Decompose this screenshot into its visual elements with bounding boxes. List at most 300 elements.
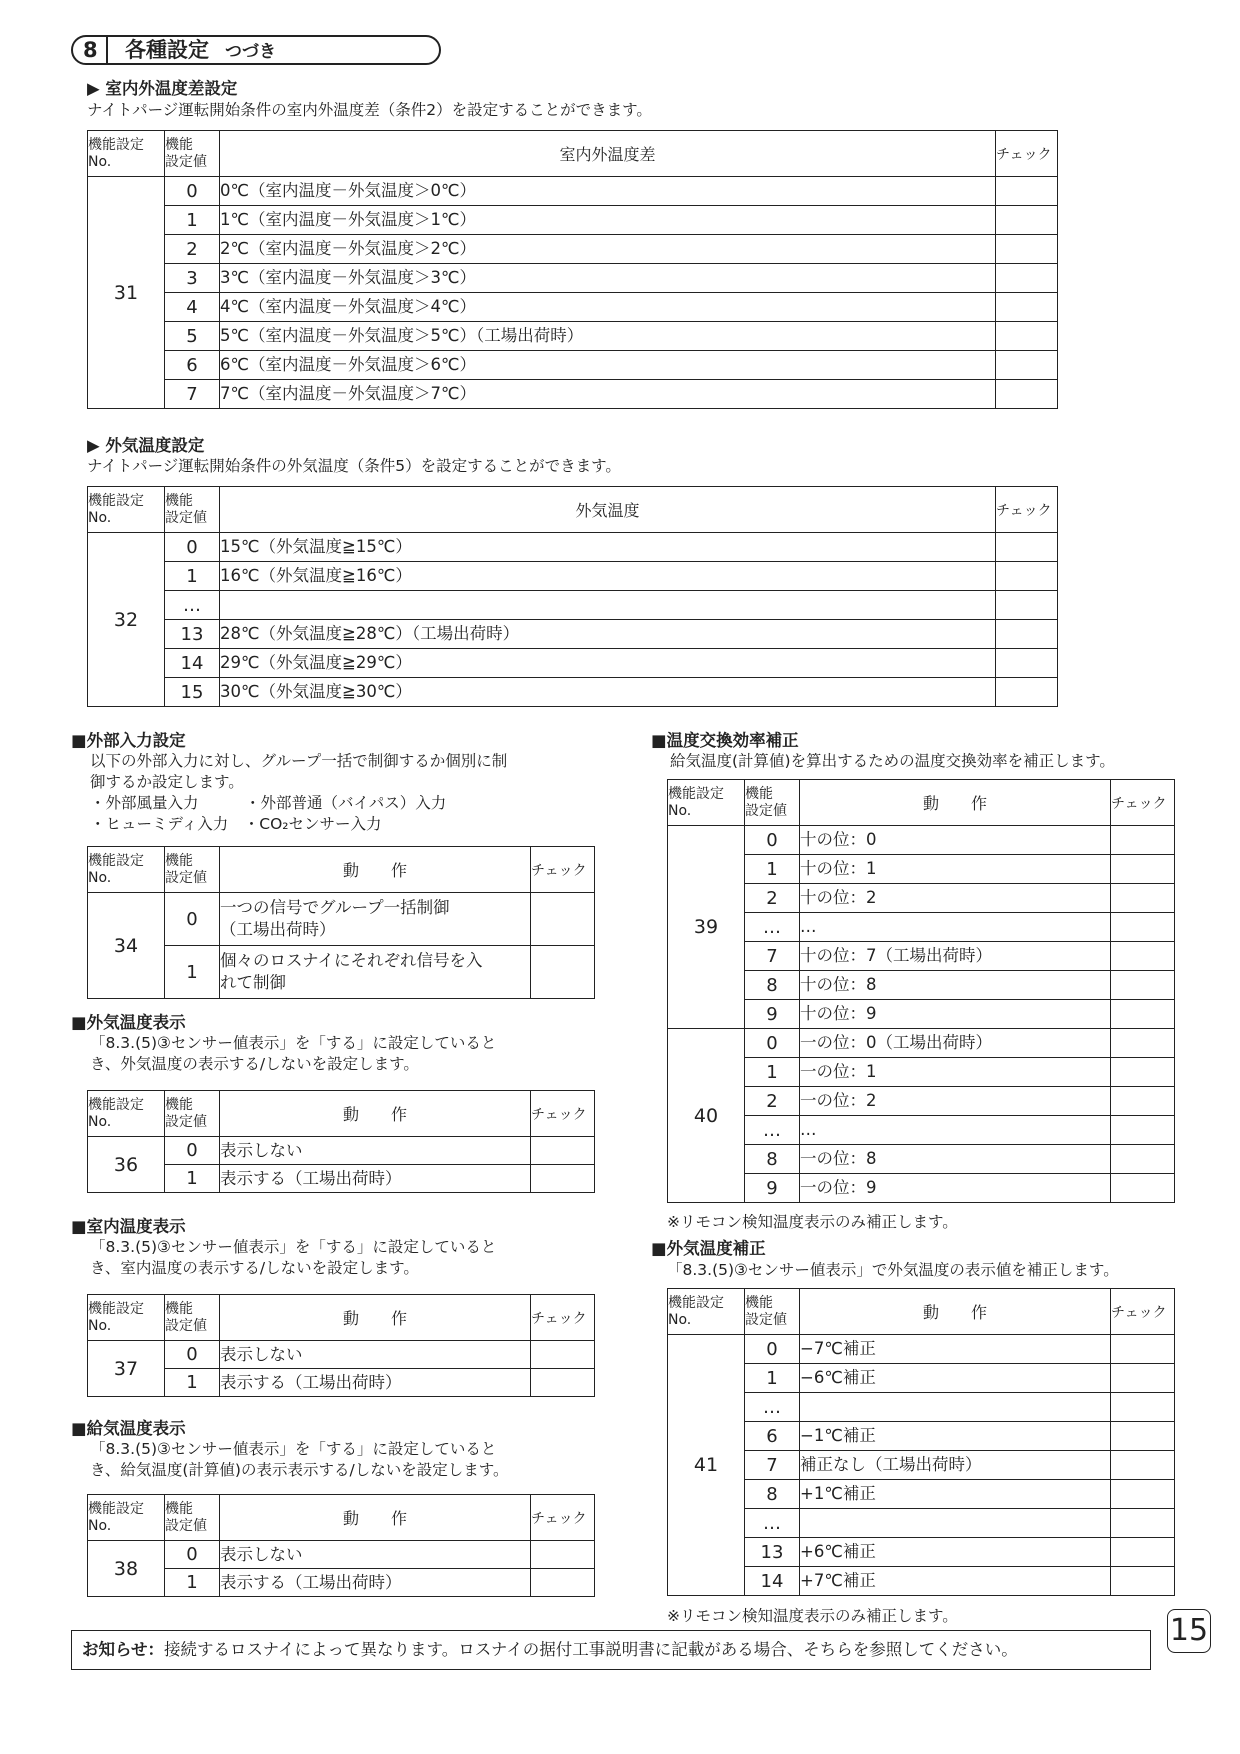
setting-value: 0 xyxy=(745,1335,800,1364)
check-cell[interactable] xyxy=(996,620,1058,649)
table-row xyxy=(88,1137,595,1165)
setting-value: 9 xyxy=(745,1174,800,1203)
check-cell[interactable] xyxy=(531,1569,595,1597)
setting-desc: +6℃補正 xyxy=(800,1538,1111,1567)
col-action-header: 動 作 xyxy=(800,780,1111,826)
col-val-l2: 設定値 xyxy=(165,869,207,886)
table-row xyxy=(88,1341,595,1369)
setting-desc: 16℃（外気温度≧16℃） xyxy=(220,562,996,591)
sec3940-title: ■温度交換効率補正 xyxy=(651,731,799,750)
section-header xyxy=(71,35,441,65)
col-val-l1: 機能 xyxy=(165,1500,193,1517)
table-row xyxy=(88,177,1058,206)
table-row xyxy=(668,855,1175,884)
table-row xyxy=(668,1480,1175,1509)
check-cell[interactable] xyxy=(531,1369,595,1397)
check-cell[interactable] xyxy=(1111,1538,1175,1567)
col-val-header xyxy=(165,1495,220,1541)
function-no: 41 xyxy=(668,1335,745,1596)
table-row xyxy=(88,1569,595,1597)
setting-value: 1 xyxy=(165,1165,220,1193)
table-row xyxy=(668,1538,1175,1567)
col-val-header xyxy=(745,780,800,826)
setting-desc: +7℃補正 xyxy=(800,1567,1111,1596)
col-no-header xyxy=(88,1495,165,1541)
col-no-l2: No. xyxy=(668,802,692,819)
table-41 xyxy=(667,1288,1175,1596)
setting-value: 0 xyxy=(165,533,220,562)
check-cell[interactable] xyxy=(1111,1335,1175,1364)
setting-desc: 一の位：2 xyxy=(800,1087,1111,1116)
table-row xyxy=(88,322,1058,351)
col-val-l1: 機能 xyxy=(165,136,193,153)
setting-value: 9 xyxy=(745,1000,800,1029)
setting-value: 0 xyxy=(745,1029,800,1058)
setting-desc xyxy=(800,1509,1111,1538)
setting-desc: −1℃補正 xyxy=(800,1422,1111,1451)
table-header-row xyxy=(668,780,1175,826)
sec37-desc xyxy=(90,1237,496,1279)
col-check-header: チェック xyxy=(531,1495,595,1541)
check-cell[interactable] xyxy=(996,351,1058,380)
col-action-header: 動 作 xyxy=(220,847,531,893)
sec31-title: ▶ 室内外温度差設定 xyxy=(87,79,238,98)
col-no-l1: 機能設定 xyxy=(668,785,724,802)
col-main-header: 室内外温度差 xyxy=(220,131,996,177)
setting-value: 8 xyxy=(745,1145,800,1174)
col-no-l2: No. xyxy=(88,153,112,170)
setting-desc: 2℃（室内温度－外気温度＞2℃） xyxy=(220,235,996,264)
setting-desc-l1: 個々のロスナイにそれぞれ信号を入 xyxy=(220,951,483,970)
check-cell[interactable] xyxy=(531,893,595,946)
col-val-l1: 機能 xyxy=(165,492,193,509)
setting-value: 14 xyxy=(165,649,220,678)
col-no-l1: 機能設定 xyxy=(668,1294,724,1311)
col-val-l1: 機能 xyxy=(165,852,193,869)
sec37-desc-line: き、室内温度の表示する/しないを設定します。 xyxy=(90,1259,419,1277)
table-header-row xyxy=(88,847,595,893)
setting-value: 8 xyxy=(745,1480,800,1509)
check-cell[interactable] xyxy=(531,1341,595,1369)
notice-label: お知らせ： xyxy=(82,1640,165,1659)
setting-value: … xyxy=(745,1393,800,1422)
table-row xyxy=(88,533,1058,562)
table-row xyxy=(88,591,1058,620)
sec36-title: ■外気温度表示 xyxy=(71,1013,186,1032)
setting-desc: 29℃（外気温度≧29℃） xyxy=(220,649,996,678)
setting-value: 1 xyxy=(165,946,220,999)
table-row xyxy=(668,1364,1175,1393)
sec37-desc-line: 「8.3.(5)③センサー値表示」を「する」に設定していると xyxy=(90,1238,497,1256)
check-cell[interactable] xyxy=(996,533,1058,562)
check-cell[interactable] xyxy=(1111,1174,1175,1203)
setting-desc: 十の位：1 xyxy=(800,855,1111,884)
col-val-l2: 設定値 xyxy=(745,1311,787,1328)
setting-desc: 十の位：9 xyxy=(800,1000,1111,1029)
check-cell[interactable] xyxy=(531,1137,595,1165)
table-37 xyxy=(87,1294,595,1397)
sec34-desc xyxy=(90,751,507,835)
sec38-desc-line: 「8.3.(5)③センサー値表示」を「する」に設定していると xyxy=(90,1440,497,1458)
col-no-l2: No. xyxy=(88,1113,112,1130)
table-row xyxy=(88,649,1058,678)
check-cell[interactable] xyxy=(1111,1000,1175,1029)
sec41-title: ■外気温度補正 xyxy=(651,1239,766,1258)
table-row xyxy=(88,351,1058,380)
col-val-l1: 機能 xyxy=(745,785,773,802)
sec32-title: ▶ 外気温度設定 xyxy=(87,436,205,455)
sec41-desc-line: 「8.3.(5)③センサー値表示」で外気温度の表示値を補正します。 xyxy=(667,1261,1119,1279)
table-row xyxy=(668,1451,1175,1480)
setting-value: 7 xyxy=(745,942,800,971)
table-header-row xyxy=(668,1289,1175,1335)
col-val-l2: 設定値 xyxy=(745,802,787,819)
table-row xyxy=(88,946,595,999)
table-row xyxy=(668,1509,1175,1538)
col-check-header: チェック xyxy=(531,1295,595,1341)
function-no: 37 xyxy=(88,1341,165,1397)
table-row xyxy=(668,1335,1175,1364)
setting-desc-l2: れて制御 xyxy=(220,973,286,992)
check-cell[interactable] xyxy=(996,678,1058,707)
function-no: 36 xyxy=(88,1137,165,1193)
setting-desc: 十の位：8 xyxy=(800,971,1111,1000)
sec31-desc-line: ナイトパージ運転開始条件の室内外温度差（条件2）を設定することができます。 xyxy=(87,101,652,119)
table-header-row xyxy=(88,1091,595,1137)
col-no-l1: 機能設定 xyxy=(88,1300,144,1317)
setting-value: 1 xyxy=(165,1369,220,1397)
col-val-l2: 設定値 xyxy=(165,1317,207,1334)
sec38-desc-line: き、給気温度(計算値)の表示表示する/しないを設定します。 xyxy=(90,1461,509,1479)
table-row xyxy=(668,1145,1175,1174)
table-row xyxy=(668,1087,1175,1116)
sec3940-note: ※リモコン検知温度表示のみ補正します。 xyxy=(667,1213,958,1231)
sec34-desc-line: ・外部風量入力 ・外部普通（バイパス）入力 xyxy=(90,794,447,812)
table-row xyxy=(668,1000,1175,1029)
check-cell[interactable] xyxy=(996,380,1058,409)
table-31 xyxy=(87,130,1058,409)
page-number: 15 xyxy=(1167,1609,1211,1653)
setting-desc xyxy=(220,946,531,999)
check-cell[interactable] xyxy=(996,649,1058,678)
setting-value: … xyxy=(745,1509,800,1538)
setting-desc: 15℃（外気温度≧15℃） xyxy=(220,533,996,562)
notice-text: 接続するロスナイによって異なります。ロスナイの据付工事説明書に記載がある場合、そちらを参照してください。 xyxy=(164,1640,1018,1659)
setting-value: 0 xyxy=(165,893,220,946)
check-cell[interactable] xyxy=(1111,1422,1175,1451)
col-val-l1: 機能 xyxy=(745,1294,773,1311)
setting-value: 8 xyxy=(745,971,800,1000)
sec36-desc-line: き、外気温度の表示する/しないを設定します。 xyxy=(90,1055,419,1073)
function-no: 40 xyxy=(668,1029,745,1203)
col-val-l2: 設定値 xyxy=(165,153,207,170)
check-cell[interactable] xyxy=(1111,971,1175,1000)
setting-desc: −7℃補正 xyxy=(800,1335,1111,1364)
setting-desc: 4℃（室内温度－外気温度＞4℃） xyxy=(220,293,996,322)
sec34-desc-line: 御するか設定します。 xyxy=(90,773,244,791)
setting-desc: 一の位：9 xyxy=(800,1174,1111,1203)
col-no-header xyxy=(668,1289,745,1335)
col-val-header xyxy=(165,1091,220,1137)
col-check-header: チェック xyxy=(1111,780,1175,826)
table-row xyxy=(88,1541,595,1569)
sec34-desc-line: 以下の外部入力に対し、グループ一括で制御するか個別に制 xyxy=(90,752,508,770)
col-val-header xyxy=(165,131,220,177)
col-val-header xyxy=(745,1289,800,1335)
setting-desc-l2: （工場出荷時） xyxy=(220,920,336,939)
table-38 xyxy=(87,1494,595,1597)
function-no: 39 xyxy=(668,826,745,1029)
setting-desc: 表示しない xyxy=(220,1541,531,1569)
function-no: 34 xyxy=(88,893,165,999)
setting-desc xyxy=(220,591,996,620)
setting-value: 2 xyxy=(165,235,220,264)
section-subtitle: つづき xyxy=(225,42,276,62)
setting-value: 4 xyxy=(165,293,220,322)
table-header-row xyxy=(88,1295,595,1341)
setting-desc: 30℃（外気温度≧30℃） xyxy=(220,678,996,707)
setting-desc xyxy=(220,893,531,946)
function-no: 38 xyxy=(88,1541,165,1597)
table-row xyxy=(88,893,595,946)
setting-desc: −6℃補正 xyxy=(800,1364,1111,1393)
setting-value: 1 xyxy=(165,206,220,235)
setting-value: 7 xyxy=(165,380,220,409)
col-action-header: 動 作 xyxy=(220,1091,531,1137)
setting-value: 13 xyxy=(745,1538,800,1567)
check-cell[interactable] xyxy=(1111,1567,1175,1596)
table-row xyxy=(668,1393,1175,1422)
setting-desc: 28℃（外気温度≧28℃）（工場出荷時） xyxy=(220,620,996,649)
col-no-l2: No. xyxy=(88,509,112,526)
table-row xyxy=(668,1174,1175,1203)
setting-desc: 1℃（室内温度－外気温度＞1℃） xyxy=(220,206,996,235)
setting-value: … xyxy=(165,591,220,620)
setting-desc: 表示する（工場出荷時） xyxy=(220,1165,531,1193)
setting-value: 0 xyxy=(165,1341,220,1369)
notice-box xyxy=(71,1630,1151,1670)
table-header-row xyxy=(88,487,1058,533)
table-row xyxy=(668,913,1175,942)
col-action-header: 動 作 xyxy=(800,1289,1111,1335)
col-val-l2: 設定値 xyxy=(165,509,207,526)
section-title-text: 各種設定 xyxy=(125,38,209,62)
table-row xyxy=(668,971,1175,1000)
setting-value: 1 xyxy=(745,855,800,884)
setting-value: 2 xyxy=(745,1087,800,1116)
table-34 xyxy=(87,846,595,999)
setting-desc-l1: 一つの信号でグループ一括制御 xyxy=(220,898,450,917)
table-32 xyxy=(87,486,1058,707)
check-cell[interactable] xyxy=(996,235,1058,264)
sec36-desc-line: 「8.3.(5)③センサー値表示」を「する」に設定していると xyxy=(90,1034,497,1052)
check-cell[interactable] xyxy=(1111,1145,1175,1174)
col-main-header: 外気温度 xyxy=(220,487,996,533)
check-cell[interactable] xyxy=(996,591,1058,620)
setting-value: 0 xyxy=(165,177,220,206)
check-cell[interactable] xyxy=(996,562,1058,591)
setting-desc: 5℃（室内温度－外気温度＞5℃）（工場出荷時） xyxy=(220,322,996,351)
col-val-header xyxy=(165,847,220,893)
function-no: 32 xyxy=(88,533,165,707)
function-no: 31 xyxy=(88,177,165,409)
setting-desc: +1℃補正 xyxy=(800,1480,1111,1509)
sec31-desc xyxy=(87,100,652,121)
setting-desc: 表示する（工場出荷時） xyxy=(220,1369,531,1397)
setting-value: 1 xyxy=(165,562,220,591)
table-row xyxy=(88,235,1058,264)
check-cell[interactable] xyxy=(1111,1509,1175,1538)
table-row xyxy=(88,206,1058,235)
check-cell[interactable] xyxy=(1111,1029,1175,1058)
setting-value: 2 xyxy=(745,884,800,913)
setting-value: 5 xyxy=(165,322,220,351)
section-number: 8 xyxy=(83,37,108,63)
setting-desc: 表示しない xyxy=(220,1137,531,1165)
check-cell[interactable] xyxy=(1111,1393,1175,1422)
col-no-l1: 機能設定 xyxy=(88,852,144,869)
check-cell[interactable] xyxy=(1111,855,1175,884)
table-row xyxy=(668,884,1175,913)
col-no-l1: 機能設定 xyxy=(88,1500,144,1517)
check-cell[interactable] xyxy=(1111,913,1175,942)
setting-value: 1 xyxy=(165,1569,220,1597)
col-val-header xyxy=(165,1295,220,1341)
table-row xyxy=(88,678,1058,707)
check-cell[interactable] xyxy=(1111,884,1175,913)
check-cell[interactable] xyxy=(1111,1480,1175,1509)
check-cell[interactable] xyxy=(1111,1116,1175,1145)
setting-value: 6 xyxy=(165,351,220,380)
check-cell[interactable] xyxy=(996,206,1058,235)
check-cell[interactable] xyxy=(1111,942,1175,971)
table-row xyxy=(668,826,1175,855)
setting-value: 0 xyxy=(165,1541,220,1569)
col-action-header: 動 作 xyxy=(220,1495,531,1541)
setting-desc: 表示しない xyxy=(220,1341,531,1369)
setting-value: 13 xyxy=(165,620,220,649)
col-val-l2: 設定値 xyxy=(165,1113,207,1130)
col-no-l1: 機能設定 xyxy=(88,492,144,509)
col-no-l2: No. xyxy=(88,1517,112,1534)
table-36 xyxy=(87,1090,595,1193)
check-cell[interactable] xyxy=(531,1541,595,1569)
col-val-l1: 機能 xyxy=(165,1096,193,1113)
setting-desc: 十の位：2 xyxy=(800,884,1111,913)
table-row xyxy=(668,1422,1175,1451)
check-cell[interactable] xyxy=(1111,826,1175,855)
setting-desc: 7℃（室内温度－外気温度＞7℃） xyxy=(220,380,996,409)
setting-desc: 一の位：0（工場出荷時） xyxy=(800,1029,1111,1058)
setting-desc: 0℃（室内温度－外気温度＞0℃） xyxy=(220,177,996,206)
table-row xyxy=(88,1369,595,1397)
sec34-desc-line: ・ヒューミディ入力 ・CO₂センサー入力 xyxy=(90,815,382,833)
setting-desc: 6℃（室内温度－外気温度＞6℃） xyxy=(220,351,996,380)
check-cell[interactable] xyxy=(531,946,595,999)
table-row xyxy=(88,562,1058,591)
setting-desc xyxy=(800,1393,1111,1422)
check-cell[interactable] xyxy=(996,322,1058,351)
sec38-title: ■給気温度表示 xyxy=(71,1419,186,1438)
col-no-l2: No. xyxy=(668,1311,692,1328)
col-action-header: 動 作 xyxy=(220,1295,531,1341)
table-row xyxy=(668,1029,1175,1058)
col-check-header: チェック xyxy=(531,847,595,893)
sec37-title: ■室内温度表示 xyxy=(71,1217,186,1236)
section-title xyxy=(125,37,276,63)
col-val-l1: 機能 xyxy=(165,1300,193,1317)
col-check-header: チェック xyxy=(531,1091,595,1137)
sec41-note: ※リモコン検知温度表示のみ補正します。 xyxy=(667,1607,958,1625)
check-cell[interactable] xyxy=(1111,1451,1175,1480)
col-no-header xyxy=(88,1091,165,1137)
sec3940-desc-line: 給気温度(計算値)を算出するための温度交換効率を補正します。 xyxy=(670,752,1115,770)
table-row xyxy=(88,380,1058,409)
check-cell[interactable] xyxy=(996,264,1058,293)
sec32-desc xyxy=(87,456,621,477)
col-no-l2: No. xyxy=(88,1317,112,1334)
setting-value: 6 xyxy=(745,1422,800,1451)
col-check-header: チェック xyxy=(996,131,1058,177)
table-row xyxy=(88,1165,595,1193)
setting-desc: 表示する（工場出荷時） xyxy=(220,1569,531,1597)
col-no-l1: 機能設定 xyxy=(88,136,144,153)
table-row xyxy=(668,1058,1175,1087)
sec38-desc xyxy=(90,1439,508,1481)
col-no-l2: No. xyxy=(88,869,112,886)
table-row xyxy=(88,620,1058,649)
col-no-header xyxy=(88,131,165,177)
setting-desc: 補正なし（工場出荷時） xyxy=(800,1451,1111,1480)
col-val-header xyxy=(165,487,220,533)
setting-desc: … xyxy=(800,913,1111,942)
table-row xyxy=(88,264,1058,293)
table-row xyxy=(668,1567,1175,1596)
setting-value: 1 xyxy=(745,1364,800,1393)
check-cell[interactable] xyxy=(1111,1087,1175,1116)
table-39-40 xyxy=(667,779,1175,1203)
check-cell[interactable] xyxy=(996,293,1058,322)
setting-value: 1 xyxy=(745,1058,800,1087)
setting-desc: 十の位：0 xyxy=(800,826,1111,855)
sec34-title: ■外部入力設定 xyxy=(71,731,186,750)
table-header-row xyxy=(88,131,1058,177)
table-row xyxy=(88,293,1058,322)
col-check-header: チェック xyxy=(996,487,1058,533)
setting-desc: 十の位：7（工場出荷時） xyxy=(800,942,1111,971)
setting-value: 0 xyxy=(165,1137,220,1165)
setting-value: … xyxy=(745,913,800,942)
sec36-desc xyxy=(90,1033,496,1075)
setting-value: … xyxy=(745,1116,800,1145)
col-no-l1: 機能設定 xyxy=(88,1096,144,1113)
table-row xyxy=(668,942,1175,971)
col-no-header xyxy=(668,780,745,826)
setting-value: 7 xyxy=(745,1451,800,1480)
col-no-header xyxy=(88,487,165,533)
check-cell[interactable] xyxy=(1111,1364,1175,1393)
setting-value: 3 xyxy=(165,264,220,293)
setting-desc: 一の位：8 xyxy=(800,1145,1111,1174)
col-no-header xyxy=(88,847,165,893)
sec41-desc xyxy=(667,1260,1119,1281)
check-cell[interactable] xyxy=(531,1165,595,1193)
setting-value: 14 xyxy=(745,1567,800,1596)
check-cell[interactable] xyxy=(996,177,1058,206)
setting-desc: … xyxy=(800,1116,1111,1145)
check-cell[interactable] xyxy=(1111,1058,1175,1087)
col-no-header xyxy=(88,1295,165,1341)
